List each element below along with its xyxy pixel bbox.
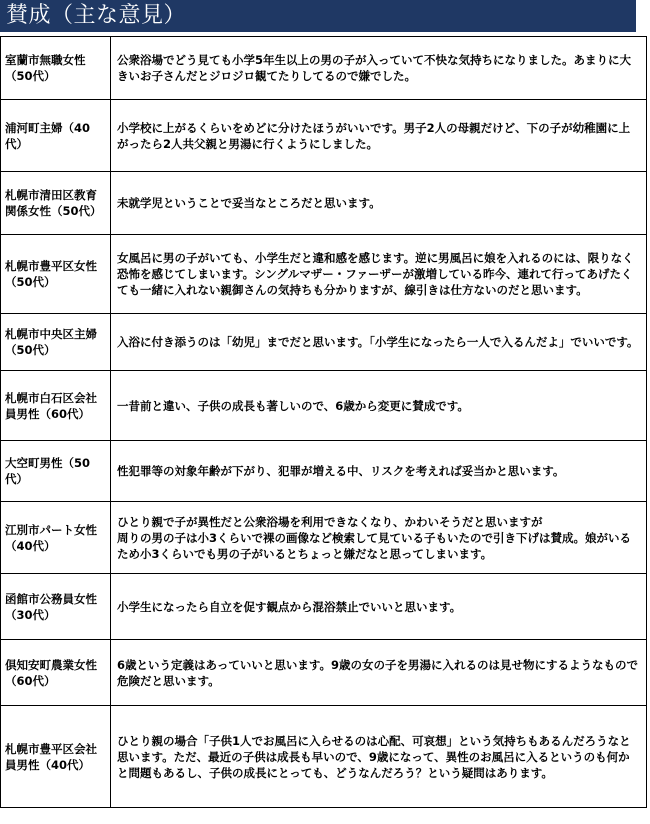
opinion-cell: ひとり親で子が異性だと公衆浴場を利用できなくなり、かわいそうだと思いますが 周りの男の子は小3くらいで裸の画像など検索して見ている子もいたので引き下げは賛成。娘がいるため小3くらいでも男の子がいるとちょっと嫌だなと思ってしまいます。 [111, 502, 647, 574]
opinion-cell: 公衆浴場でどう見ても小学5年生以上の男の子が入っていて不快な気持ちになりました。あまりに大きいお子さんだとジロジロ観てたりしてるので嫌でした。 [111, 37, 647, 100]
respondent-cell: 札幌市豊平区女性（50代） [1, 235, 111, 314]
opinion-cell: 小学校に上がるくらいをめどに分けたほうがいいです。男子2人の母親だけど、下の子が幼稚園に上がったら2人共父親と男湯に行くようにしました。 [111, 100, 647, 172]
table-row [1, 502, 647, 574]
opinion-cell: 小学生になったら自立を促す観点から混浴禁止でいいと思います。 [111, 574, 647, 640]
opinion-cell: 入浴に付き添うのは「幼児」までだと思います。「小学生になったら一人で入るんだよ」でいいです。 [111, 314, 647, 371]
table-row [1, 371, 647, 441]
opinion-cell: 未就学児ということで妥当なところだと思います。 [111, 172, 647, 235]
respondent-cell: 札幌市清田区教育関係女性（50代） [1, 172, 111, 235]
table-row [1, 640, 647, 706]
respondent-cell: 札幌市中央区主婦（50代） [1, 314, 111, 371]
opinions-table [0, 36, 647, 808]
table-row [1, 100, 647, 172]
opinion-cell: ひとり親の場合「子供1人でお風呂に入らせるのは心配、可哀想」という気持ちもあるんだろうなと思います。ただ、最近の子供は成長も早いので、9歳になって、異性のお風呂に入るというのも何かと問題もあるし、子供の成長にとっても、どうなんだろう？という疑問はあります。 [111, 706, 647, 808]
table-row [1, 706, 647, 808]
table-row [1, 441, 647, 502]
page-title: 賛成（主な意見） [0, 0, 636, 32]
respondent-cell: 札幌市白石区会社員男性（60代） [1, 371, 111, 441]
respondent-cell: 江別市パート女性（40代） [1, 502, 111, 574]
opinion-cell: 一昔前と違い、子供の成長も著しいので、6歳から変更に賛成です。 [111, 371, 647, 441]
respondent-cell: 室蘭市無職女性（50代） [1, 37, 111, 100]
respondent-cell: 大空町男性（50代） [1, 441, 111, 502]
opinion-cell: 性犯罪等の対象年齢が下がり、犯罪が増える中、リスクを考えれば妥当かと思います。 [111, 441, 647, 502]
respondent-cell: 倶知安町農業女性（60代） [1, 640, 111, 706]
table-row [1, 314, 647, 371]
respondent-cell: 函館市公務員女性（30代） [1, 574, 111, 640]
table-row [1, 37, 647, 100]
opinion-cell: 6歳という定義はあっていいと思います。9歳の女の子を男湯に入れるのは見せ物にするようなもので危険だと思います。 [111, 640, 647, 706]
table-row [1, 235, 647, 314]
table-row [1, 172, 647, 235]
respondent-cell: 札幌市豊平区会社員男性（40代） [1, 706, 111, 808]
respondent-cell: 浦河町主婦（40代） [1, 100, 111, 172]
opinion-cell: 女風呂に男の子がいても、小学生だと違和感を感じます。逆に男風呂に娘を入れるのには、限りなく恐怖を感じてしまいます。シングルマザー・ファーザーが激増している昨今、連れて行ってあげたくても一緒に入れない親御さんの気持ちも分かりますが、線引きは仕方ないのだと思います。 [111, 235, 647, 314]
table-row [1, 574, 647, 640]
